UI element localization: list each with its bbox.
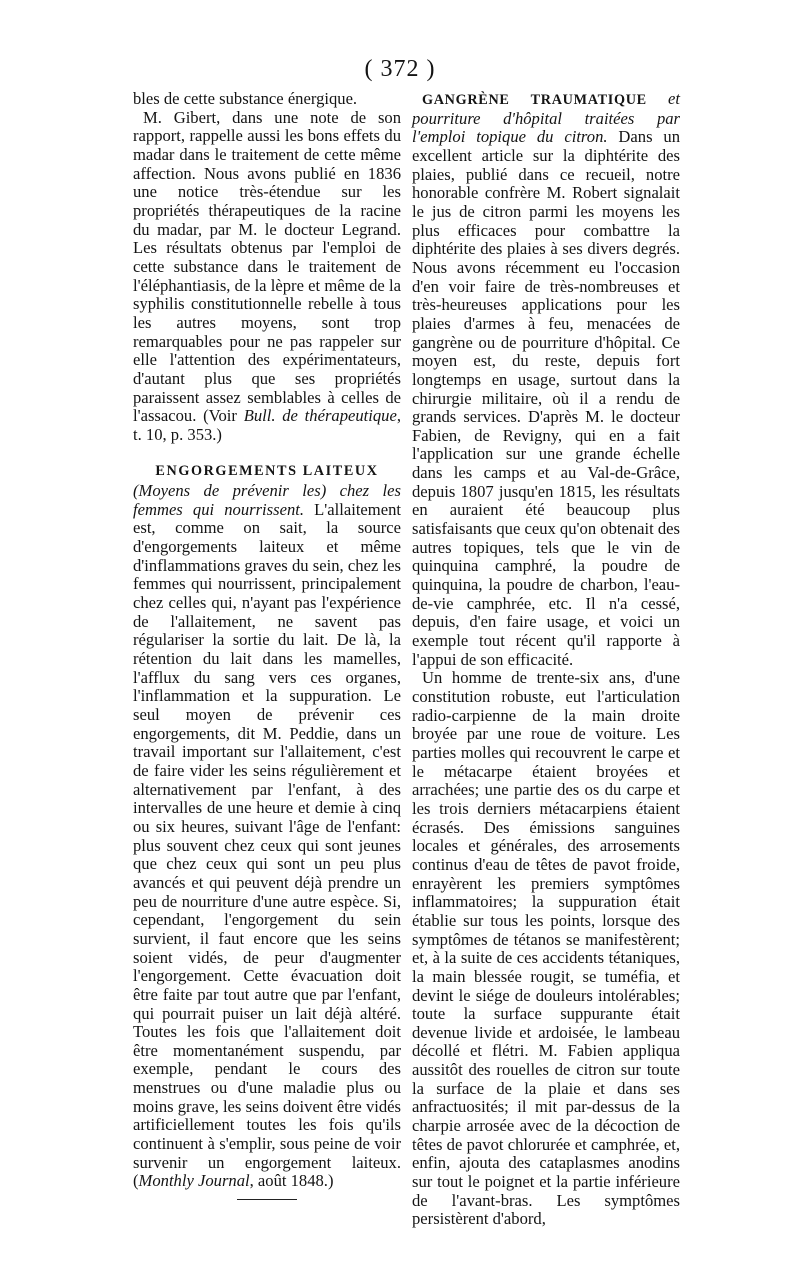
gangrene-paragraph: [412, 90, 680, 669]
left-paragraph-continued: bles de cette substance énergique.: [133, 89, 358, 108]
section-heading-gangrene: GANGRÈNE TRAUMATIQUE: [422, 92, 647, 108]
gangrene-subtitle: pourriture d'hôpital traitées par l'emploi topique du citron.: [412, 108, 680, 147]
engorgements-body: L'allaitement est, comme on sait, la source d'engorgements laiteux et même d'inflammations graves du sein, chez les femmes qui nourrissent, principalement chez celles qui, n'ayant pas l'expérience de l'allaitement, ne savent pas régulariser la sortie du lait. De là, la rétention du lait dans les mamelles, l'afflux du sang vers ces organes, l'inflammation et la suppuration. Le seul moyen de prévenir ces engorgements, dit M. Peddie, dans un travail important sur l'allaitement, c'est de faire vider les seins régulièrement et alternativement par l'enfant, à des intervalles de une heure et demie à cinq ou six heures, suivant l'âge de l'enfant: plus souvent chez ceux qui sont jeunes que chez ceux qui sont un peu plus avancés et qui peuvent déjà prendre un peu de nourriture d'une autre espèce. Si, cependant, l'engorgement du sein survient, il faut encore que les seins soient vidés, de peur d'augmenter l'engorgement. Cette évacuation doit être faite par tout autre que par l'enfant, qui pourrait puiser un lait déjà altéré. Toutes les fois que l'allaitement doit être momentanément suspendu, par exemple, pendant le cours des menstrues ou d'une maladie plus ou moins grave, les seins doivent être vidés artificiellement toutes les fois qu'ils continuent à s'emplir, sous peine de voir survenir un engorgement laiteux. (: [133, 499, 401, 1191]
madar-text: M. Gibert, dans une note de son rapport, rappelle aussi les bons effets du madar dans le traitement de cette même affection. Nous avons publié en 1836 une notice très-étendue sur les propriétés thérapeutiques de la racine du madar, par M. le docteur Legrand. Les résultats obtenus par l'emploi de cette substance dans le traitement de l'éléphantiasis, de la lèpre et même de la syphilis constitutionnelle rebelle à tous les autres moyens, sont trop remarquables pour ne pas rappeler sur elle l'attention des expérimentateurs, d'autant plus que ses propriétés paraissent assez semblables à celles de l'assacou. (Voir: [133, 107, 401, 426]
section-heading-engorgements: ENGORGEMENTS LAITEUX: [155, 463, 379, 480]
engorgements-source-title: Monthly Journal: [138, 1171, 250, 1191]
madar-source-ref: , t. 10, p. 353.): [133, 406, 401, 444]
left-paragraph-madar: [133, 109, 401, 445]
engorgements-source-date: , août 1848.): [249, 1171, 334, 1191]
page-number: ( 372 ): [364, 56, 436, 82]
left-column: [133, 90, 401, 1200]
case-report-paragraph: Un homme de trente-six ans, d'une constitution robuste, eut l'articulation radio-carpienne de la main droite broyée par une roue de voiture. Les parties molles qui recouvrent le carpe et le métacarpe étaient broyées et arrachées; une partie des os du carpe et les trois derniers métacarpiens étaient écrasés. Des émissions sanguines locales et générales, des arrosements continus d'eau de têtes de pavot froide, enrayèrent les premiers symptômes inflammatoires; la suppuration était établie sur tous les points, lorsque des symptômes de tétanos se manifestèrent; et, à la suite de ces accidents tétaniques, la main blessée rougit, se tuméfia, et devint le siége de douleurs intolérables; toute la surface suppurante était devenue livide et ardoisée, le lambeau décollé et flétri. M. Fabien appliqua aussitôt des rouelles de citron sur toute la surface de la plaie et dans ses anfractuosités; il mit par-dessus de la charpie arrosée avec de la décoction de têtes de pavot chlorurée et camphrée, et, enfin, ajouta des cataplasmes anodins sur tout le poignet et la partie inférieure de l'avant-bras. Les symptômes persistèrent d'abord,: [412, 668, 680, 1229]
section-end-rule: [237, 1199, 297, 1200]
gangrene-heading-join: et: [646, 89, 680, 108]
madar-source-title: Bull. de thérapeutique: [243, 406, 397, 426]
engorgements-paragraph: [133, 482, 401, 1191]
right-column: [412, 90, 680, 1229]
engorgements-subtitle: (Moyens de prévenir les) chez les femmes qui nourrissent.: [133, 481, 401, 519]
gangrene-body: Dans un excellent article sur la diphtérite des plaies, publié dans ce recueil, notre honorable confrère M. Robert signalait le jus de citron parmi les moyens les plus efficaces pour combattre la diphtérite des plaies à ses divers degrés. Nous avons récemment eu l'occasion d'en voir faire de très-nombreuses et très-heureuses applications pour les plaies d'armes à feu, menacées de gangrène ou de pourriture d'hôpital. Ce moyen est, du reste, depuis fort longtemps en usage, surtout dans la chirurgie militaire, où il a rendu de grands services. D'après M. le docteur Fabien, de Revigny, qui en a fait l'application sur une grande échelle dans les camps et au Val-de-Grâce, depuis 1807 jusqu'en 1815, les résultats en auraient été beaucoup plus satisfaisants que ceux qu'on obtenait des autres topiques, tels que le vin de quinquina camphré, la poudre de quinquina, la poudre de charbon, l'eau-de-vie camphrée, etc. Il n'a cessé, depuis, d'en faire usage, et voici un exemple tout récent qu'il rapporte à l'appui de son efficacité.: [412, 127, 680, 669]
